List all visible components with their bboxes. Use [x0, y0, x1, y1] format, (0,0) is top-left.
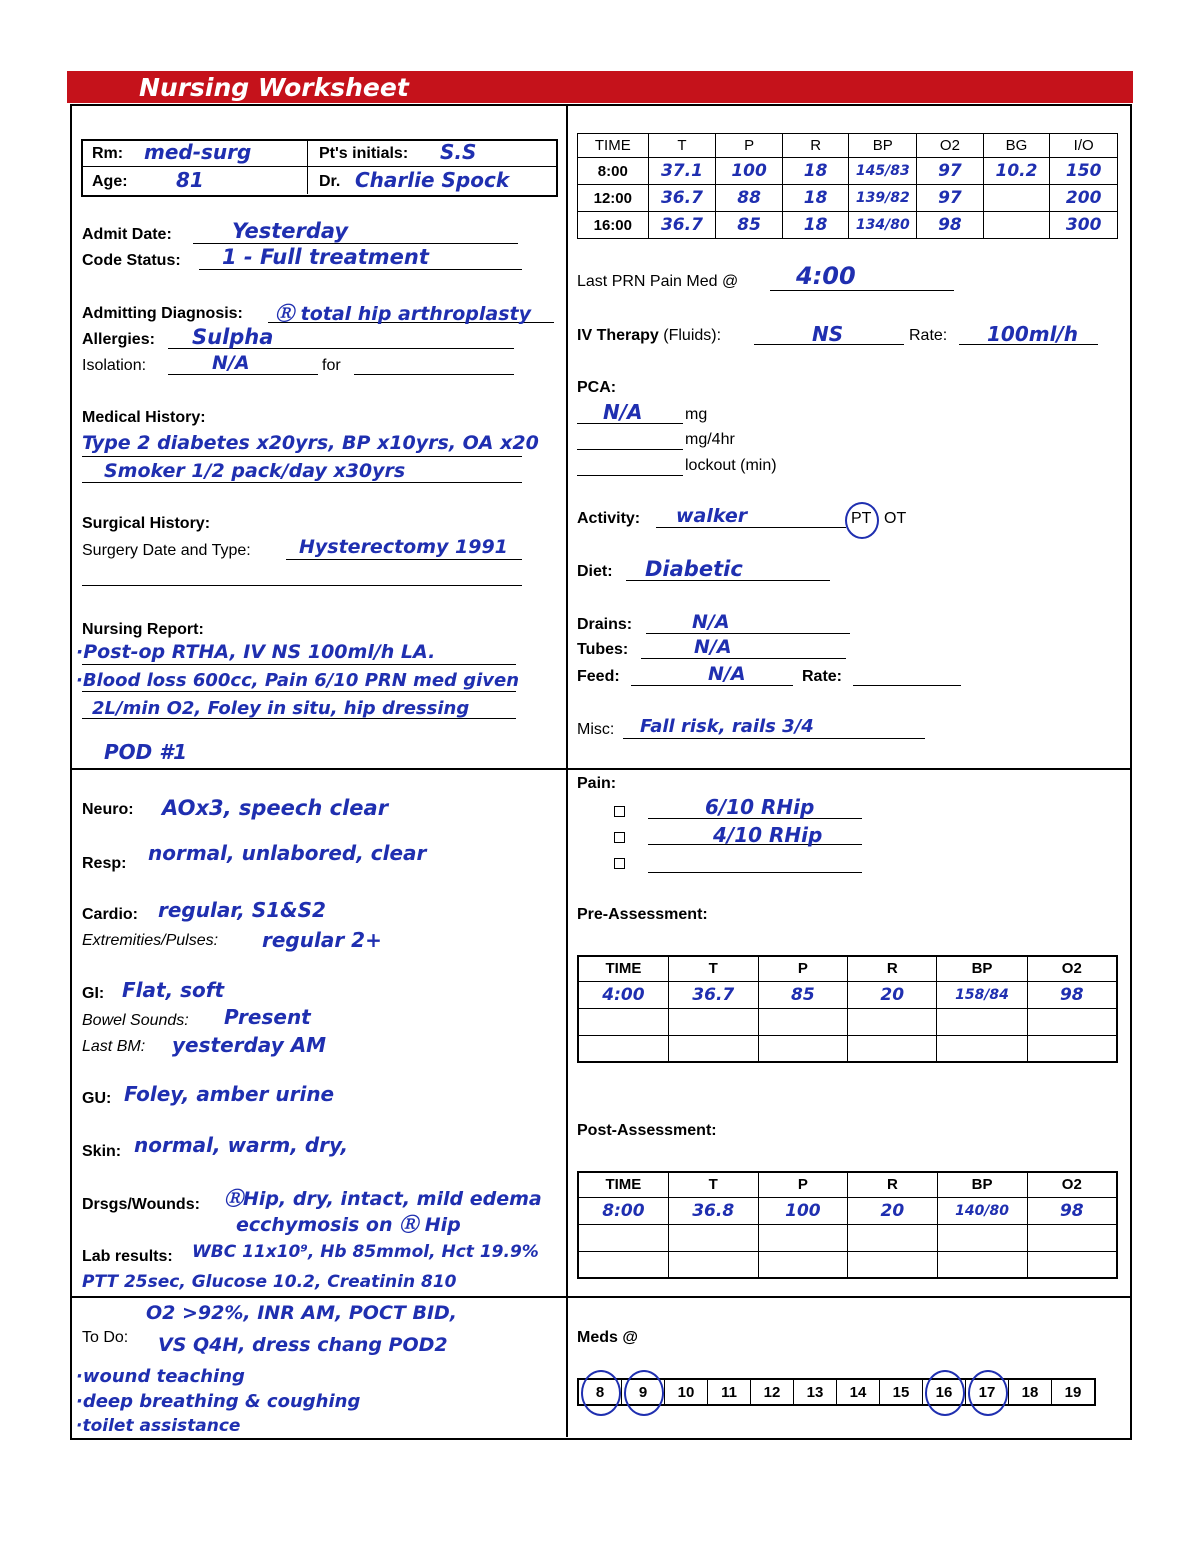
- post-cell-time[interactable]: [578, 1224, 668, 1251]
- misc-label: Misc:: [577, 721, 615, 738]
- misc-value[interactable]: Fall risk, rails 3/4: [640, 716, 814, 737]
- vitals-header-t: T: [648, 134, 716, 158]
- iv-rate-label: Rate:: [909, 327, 948, 344]
- vitals-row: [578, 185, 1118, 212]
- pre-header-r: R: [848, 956, 937, 981]
- pre-cell-pulse[interactable]: [758, 1035, 847, 1062]
- meds-hour-cell[interactable]: 15: [880, 1379, 923, 1405]
- lab-results-line-1[interactable]: WBC 11x10⁹, Hb 85mmol, Hct 19.9%: [192, 1242, 539, 1262]
- vitals-cell-o2[interactable]: 98: [917, 212, 983, 239]
- lab-results-line-2[interactable]: PTT 25sec, Glucose 10.2, Creatinin 810: [82, 1272, 457, 1292]
- age-label: Age:: [92, 173, 128, 190]
- vitals-cell-bp[interactable]: 134/80: [849, 212, 917, 239]
- pain-line: [648, 872, 862, 873]
- tubes-value[interactable]: N/A: [694, 636, 732, 658]
- vitals-row: [578, 158, 1118, 185]
- vitals-table: [577, 133, 1118, 239]
- prn-value[interactable]: 4:00: [796, 262, 856, 290]
- vitals-header-bg: BG: [983, 134, 1050, 158]
- med-hour-circle-mark: [925, 1370, 965, 1416]
- todo-label: To Do:: [82, 1329, 129, 1346]
- med-hour-circle-mark: [581, 1370, 621, 1416]
- post-cell-resp[interactable]: [848, 1224, 937, 1251]
- post-cell-bp[interactable]: [937, 1251, 1027, 1278]
- pca-label: PCA:: [577, 379, 617, 396]
- surgery-date-type-value[interactable]: Hysterectomy 1991: [299, 536, 508, 558]
- resp-value[interactable]: normal, unlabored, clear: [148, 841, 427, 865]
- pain-item[interactable]: 4/10 RHip: [713, 823, 823, 847]
- todo-line-2[interactable]: VS Q4H, dress chang POD2: [158, 1334, 448, 1356]
- nursing-report-line-4[interactable]: POD #1: [104, 740, 188, 764]
- activity-line: [656, 527, 846, 528]
- patient-info-row-divider: [81, 166, 556, 167]
- vitals-cell-bp[interactable]: 139/82: [849, 185, 917, 212]
- patient-info-col-divider: [307, 140, 308, 194]
- iv-rate-value[interactable]: 100ml/h: [987, 322, 1078, 346]
- section-divider-1: [70, 768, 1130, 770]
- vitals-cell-bg[interactable]: [983, 212, 1050, 239]
- feed-rate-line: [853, 685, 961, 686]
- post-cell-time[interactable]: 8:00: [578, 1197, 668, 1224]
- med-hour-circle-mark: [968, 1370, 1008, 1416]
- pre-cell-o2[interactable]: [1027, 1035, 1117, 1062]
- admit-date-line: [193, 243, 518, 244]
- isolation-for-label: for: [322, 357, 341, 374]
- pre-cell-o2[interactable]: [1027, 1008, 1117, 1035]
- vitals-cell-io[interactable]: 200: [1050, 185, 1118, 212]
- dr-label: Dr.: [319, 173, 341, 190]
- activity-value[interactable]: walker: [676, 505, 748, 527]
- prn-label: Last PRN Pain Med @: [577, 273, 739, 290]
- pre-cell-bp[interactable]: [937, 1035, 1027, 1062]
- todo-line-5[interactable]: ·toilet assistance: [76, 1416, 241, 1436]
- vitals-header-p: P: [716, 134, 783, 158]
- vitals-cell-o2[interactable]: 97: [917, 185, 983, 212]
- meds-hour-cell[interactable]: 12: [751, 1379, 794, 1405]
- pre-cell-time[interactable]: [578, 1008, 668, 1035]
- feed-line: [631, 685, 793, 686]
- isolation-label: Isolation:: [82, 357, 147, 374]
- extremities-label: Extremities/Pulses:: [82, 932, 219, 949]
- isolation-value[interactable]: N/A: [212, 352, 250, 374]
- post-assessment-row: [578, 1197, 1117, 1224]
- nursing-report-underline-2: [82, 691, 516, 692]
- meds-hour-cell[interactable]: 16: [923, 1379, 966, 1405]
- post-header-o2: O2: [1027, 1172, 1117, 1197]
- post-cell-time[interactable]: [578, 1251, 668, 1278]
- dr-value[interactable]: Charlie Spock: [355, 168, 510, 192]
- surgical-history-extra-line: [82, 585, 522, 586]
- pre-cell-pulse[interactable]: 85: [758, 981, 847, 1008]
- pre-assessment-header-row: [578, 956, 1117, 981]
- vitals-cell-resp[interactable]: 18: [782, 158, 848, 185]
- meds-hour-cell[interactable]: 19: [1052, 1379, 1096, 1405]
- wounds-line-2[interactable]: ecchymosis on Ⓡ Hip: [236, 1214, 461, 1236]
- pre-cell-time[interactable]: [578, 1035, 668, 1062]
- lab-results-label: Lab results:: [82, 1248, 173, 1265]
- pre-header-time: TIME: [578, 956, 668, 981]
- nursing-report-line-3[interactable]: 2L/min O2, Foley in situ, hip dressing: [92, 698, 470, 719]
- vitals-cell-time: 8:00: [578, 158, 649, 185]
- post-cell-pulse[interactable]: [758, 1224, 848, 1251]
- pre-cell-resp[interactable]: [848, 1035, 937, 1062]
- tubes-label: Tubes:: [577, 641, 629, 658]
- surgery-date-type-line: [286, 559, 522, 560]
- rm-label: Rm:: [92, 145, 124, 162]
- gi-value[interactable]: Flat, soft: [122, 978, 225, 1002]
- todo-line-1[interactable]: O2 >92%, INR AM, POCT BID,: [146, 1302, 458, 1324]
- iv-therapy-label-bold: IV Therapy: [577, 327, 659, 344]
- pain-checkbox[interactable]: [614, 832, 625, 843]
- post-cell-temp[interactable]: 36.8: [668, 1197, 758, 1224]
- allergies-label: Allergies:: [82, 331, 155, 348]
- pre-header-bp: BP: [937, 956, 1027, 981]
- vitals-cell-pulse[interactable]: 100: [716, 158, 783, 185]
- post-cell-pulse[interactable]: [758, 1251, 848, 1278]
- surgical-history-label: Surgical History:: [82, 515, 211, 532]
- pre-assessment-row: [578, 981, 1117, 1008]
- admit-date-value[interactable]: Yesterday: [232, 219, 349, 243]
- meds-hour-cell[interactable]: 13: [794, 1379, 837, 1405]
- prn-line: [770, 290, 954, 291]
- drains-value[interactable]: N/A: [692, 611, 730, 633]
- bowel-sounds-label: Bowel Sounds:: [82, 1012, 189, 1029]
- vitals-cell-temp[interactable]: 36.7: [648, 185, 716, 212]
- pca-lockout-line: [577, 475, 683, 476]
- vitals-row: [578, 212, 1118, 239]
- todo-line-4[interactable]: ·deep breathing & coughing: [76, 1391, 361, 1412]
- meds-hour-cell[interactable]: 10: [665, 1379, 708, 1405]
- isolation-for-line: [354, 374, 514, 375]
- med-hour-circle-mark: [624, 1370, 664, 1416]
- nursing-report-line-1[interactable]: ·Post-op RTHA, IV NS 100ml/h LA.: [76, 641, 436, 663]
- meds-hour-cell[interactable]: 17: [966, 1379, 1009, 1405]
- feed-label: Feed:: [577, 668, 620, 685]
- vitals-header-r: R: [782, 134, 848, 158]
- admit-date-label: Admit Date:: [82, 226, 172, 243]
- pca-mg-label: mg: [685, 406, 708, 423]
- post-cell-o2[interactable]: 98: [1027, 1197, 1117, 1224]
- pca-mg-value[interactable]: N/A: [603, 400, 643, 424]
- nursing-report-underline-3: [82, 718, 516, 719]
- pre-cell-resp[interactable]: [848, 1008, 937, 1035]
- post-assessment-row: [578, 1224, 1117, 1251]
- vitals-header-time: TIME: [578, 134, 649, 158]
- pre-cell-pulse[interactable]: [758, 1008, 847, 1035]
- diagnosis-value[interactable]: Ⓡ total hip arthroplasty: [275, 303, 531, 325]
- last-bm-label: Last BM:: [82, 1038, 146, 1055]
- iv-therapy-label: [577, 327, 721, 345]
- pre-cell-bp[interactable]: [937, 1008, 1027, 1035]
- page-title: Nursing Worksheet: [139, 73, 409, 102]
- pain-checkbox[interactable]: [614, 806, 625, 817]
- age-value[interactable]: 81: [176, 168, 204, 192]
- post-header-bp: BP: [937, 1172, 1027, 1197]
- last-bm-value[interactable]: yesterday AM: [172, 1033, 327, 1057]
- section-divider-2: [70, 1296, 1130, 1298]
- medical-history-line-1[interactable]: Type 2 diabetes x20yrs, BP x10yrs, OA x20: [82, 432, 539, 454]
- medical-history-line-2[interactable]: Smoker 1/2 pack/day x30yrs: [104, 460, 406, 482]
- post-cell-bp[interactable]: 140/80: [937, 1197, 1027, 1224]
- nursing-report-line-2[interactable]: ·Blood loss 600cc, Pain 6/10 PRN med given: [76, 670, 520, 691]
- gu-label: GU:: [82, 1090, 112, 1107]
- post-assessment-row: [578, 1251, 1117, 1278]
- post-header-t: T: [668, 1172, 758, 1197]
- vitals-cell-pulse[interactable]: 85: [716, 212, 783, 239]
- vitals-cell-temp[interactable]: 37.1: [648, 158, 716, 185]
- post-assessment-label: Post-Assessment:: [577, 1122, 717, 1139]
- medical-history-underline-1: [82, 456, 522, 457]
- cardio-value[interactable]: regular, S1&S2: [158, 898, 326, 922]
- allergies-value[interactable]: Sulpha: [192, 325, 274, 349]
- nursing-report-label: Nursing Report:: [82, 621, 204, 638]
- skin-value[interactable]: normal, warm, dry,: [134, 1133, 349, 1157]
- post-header-r: R: [848, 1172, 937, 1197]
- code-status-label: Code Status:: [82, 252, 181, 269]
- vitals-header-o2: O2: [917, 134, 983, 158]
- pre-header-p: P: [758, 956, 847, 981]
- post-cell-o2[interactable]: [1027, 1224, 1117, 1251]
- pain-label: Pain:: [577, 775, 617, 792]
- pre-cell-temp[interactable]: [668, 1008, 758, 1035]
- extremities-value[interactable]: regular 2+: [262, 928, 382, 952]
- pre-cell-temp[interactable]: [668, 1035, 758, 1062]
- initials-value[interactable]: S.S: [440, 140, 477, 164]
- iv-therapy-label-rest: (Fluids):: [663, 327, 722, 344]
- vitals-cell-bg[interactable]: [983, 185, 1050, 212]
- vitals-cell-bp[interactable]: 145/83: [849, 158, 917, 185]
- pca-mg4-label: mg/4hr: [685, 431, 735, 448]
- neuro-label: Neuro:: [82, 801, 134, 818]
- pain-item[interactable]: 6/10 RHip: [705, 795, 815, 819]
- vitals-cell-resp[interactable]: 18: [782, 185, 848, 212]
- pre-assessment-row: [578, 1035, 1117, 1062]
- vitals-cell-bg[interactable]: 10.2: [983, 158, 1050, 185]
- cardio-label: Cardio:: [82, 906, 138, 923]
- activity-pt-label: PT: [851, 510, 872, 527]
- isolation-line: [168, 374, 318, 375]
- pain-checkbox[interactable]: [614, 858, 625, 869]
- vitals-header-io: I/O: [1050, 134, 1118, 158]
- diagnosis-label: Admitting Diagnosis:: [82, 305, 243, 322]
- post-assessment-header-row: [578, 1172, 1117, 1197]
- post-header-p: P: [758, 1172, 848, 1197]
- meds-hour-cell[interactable]: 9: [622, 1379, 665, 1405]
- pre-assessment-table: [577, 955, 1118, 1063]
- feed-rate-label: Rate:: [802, 668, 843, 685]
- pt-circle-mark: [845, 502, 879, 539]
- feed-value[interactable]: N/A: [708, 663, 746, 685]
- meds-hour-cell[interactable]: 11: [708, 1379, 751, 1405]
- vitals-header-bp: BP: [849, 134, 917, 158]
- drains-label: Drains:: [577, 616, 633, 633]
- meds-hour-cell[interactable]: 8: [578, 1379, 622, 1405]
- vitals-cell-temp[interactable]: 36.7: [648, 212, 716, 239]
- iv-fluids-value[interactable]: NS: [812, 322, 844, 346]
- code-status-value[interactable]: 1 - Full treatment: [222, 245, 429, 269]
- gu-value[interactable]: Foley, amber urine: [124, 1082, 335, 1106]
- post-cell-temp[interactable]: [668, 1251, 758, 1278]
- surgery-date-type-label: Surgery Date and Type:: [82, 542, 251, 559]
- post-cell-temp[interactable]: [668, 1224, 758, 1251]
- activity-ot-label: OT: [884, 510, 907, 527]
- pre-cell-temp[interactable]: 36.7: [668, 981, 758, 1008]
- meds-hour-cell[interactable]: 14: [837, 1379, 880, 1405]
- pre-assessment-label: Pre-Assessment:: [577, 906, 708, 923]
- code-status-line: [199, 269, 522, 270]
- pre-cell-resp[interactable]: 20: [848, 981, 937, 1008]
- meds-hour-cell[interactable]: 18: [1009, 1379, 1052, 1405]
- diet-value[interactable]: Diabetic: [645, 557, 743, 581]
- pre-cell-time[interactable]: 4:00: [578, 981, 668, 1008]
- pre-header-o2: O2: [1027, 956, 1117, 981]
- meds-label: Meds @: [577, 1329, 638, 1346]
- skin-label: Skin:: [82, 1143, 122, 1160]
- pca-mg4-line: [577, 449, 683, 450]
- resp-label: Resp:: [82, 855, 127, 872]
- vitals-cell-io[interactable]: 150: [1050, 158, 1118, 185]
- vitals-header-row: [578, 134, 1118, 158]
- wounds-line-1[interactable]: ⓇHip, dry, intact, mild edema: [224, 1188, 542, 1210]
- bowel-sounds-value[interactable]: Present: [224, 1005, 311, 1029]
- drains-line: [646, 633, 850, 634]
- pre-assessment-row: [578, 1008, 1117, 1035]
- vitals-cell-time: 16:00: [578, 212, 649, 239]
- neuro-value[interactable]: AOx3, speech clear: [162, 796, 389, 820]
- medical-history-underline-2: [82, 482, 522, 483]
- vitals-cell-resp[interactable]: 18: [782, 212, 848, 239]
- diet-label: Diet:: [577, 563, 613, 580]
- tubes-line: [641, 658, 846, 659]
- vitals-cell-time: 12:00: [578, 185, 649, 212]
- activity-label: Activity:: [577, 510, 641, 527]
- rm-value[interactable]: med-surg: [144, 140, 252, 164]
- wounds-label: Drsgs/Wounds:: [82, 1196, 200, 1213]
- pre-cell-bp[interactable]: 158/84: [937, 981, 1027, 1008]
- title-bar: [67, 71, 1133, 103]
- post-assessment-table: [577, 1171, 1118, 1279]
- post-cell-o2[interactable]: [1027, 1251, 1117, 1278]
- post-cell-bp[interactable]: [937, 1224, 1027, 1251]
- todo-line-3[interactable]: ·wound teaching: [76, 1366, 245, 1387]
- gi-label: GI:: [82, 985, 105, 1002]
- medical-history-label: Medical History:: [82, 409, 206, 426]
- post-cell-resp[interactable]: 20: [848, 1197, 937, 1224]
- post-header-time: TIME: [578, 1172, 668, 1197]
- nursing-report-underline-1: [82, 664, 516, 665]
- initials-label: Pt's initials:: [319, 145, 409, 162]
- vitals-cell-io[interactable]: 300: [1050, 212, 1118, 239]
- center-divider: [566, 104, 568, 1437]
- pre-header-t: T: [668, 956, 758, 981]
- vitals-cell-o2[interactable]: 97: [917, 158, 983, 185]
- pca-lockout-label: lockout (min): [685, 457, 777, 474]
- post-cell-pulse[interactable]: 100: [758, 1197, 848, 1224]
- pre-cell-o2[interactable]: 98: [1027, 981, 1117, 1008]
- vitals-cell-pulse[interactable]: 88: [716, 185, 783, 212]
- misc-line: [623, 738, 925, 739]
- post-cell-resp[interactable]: [848, 1251, 937, 1278]
